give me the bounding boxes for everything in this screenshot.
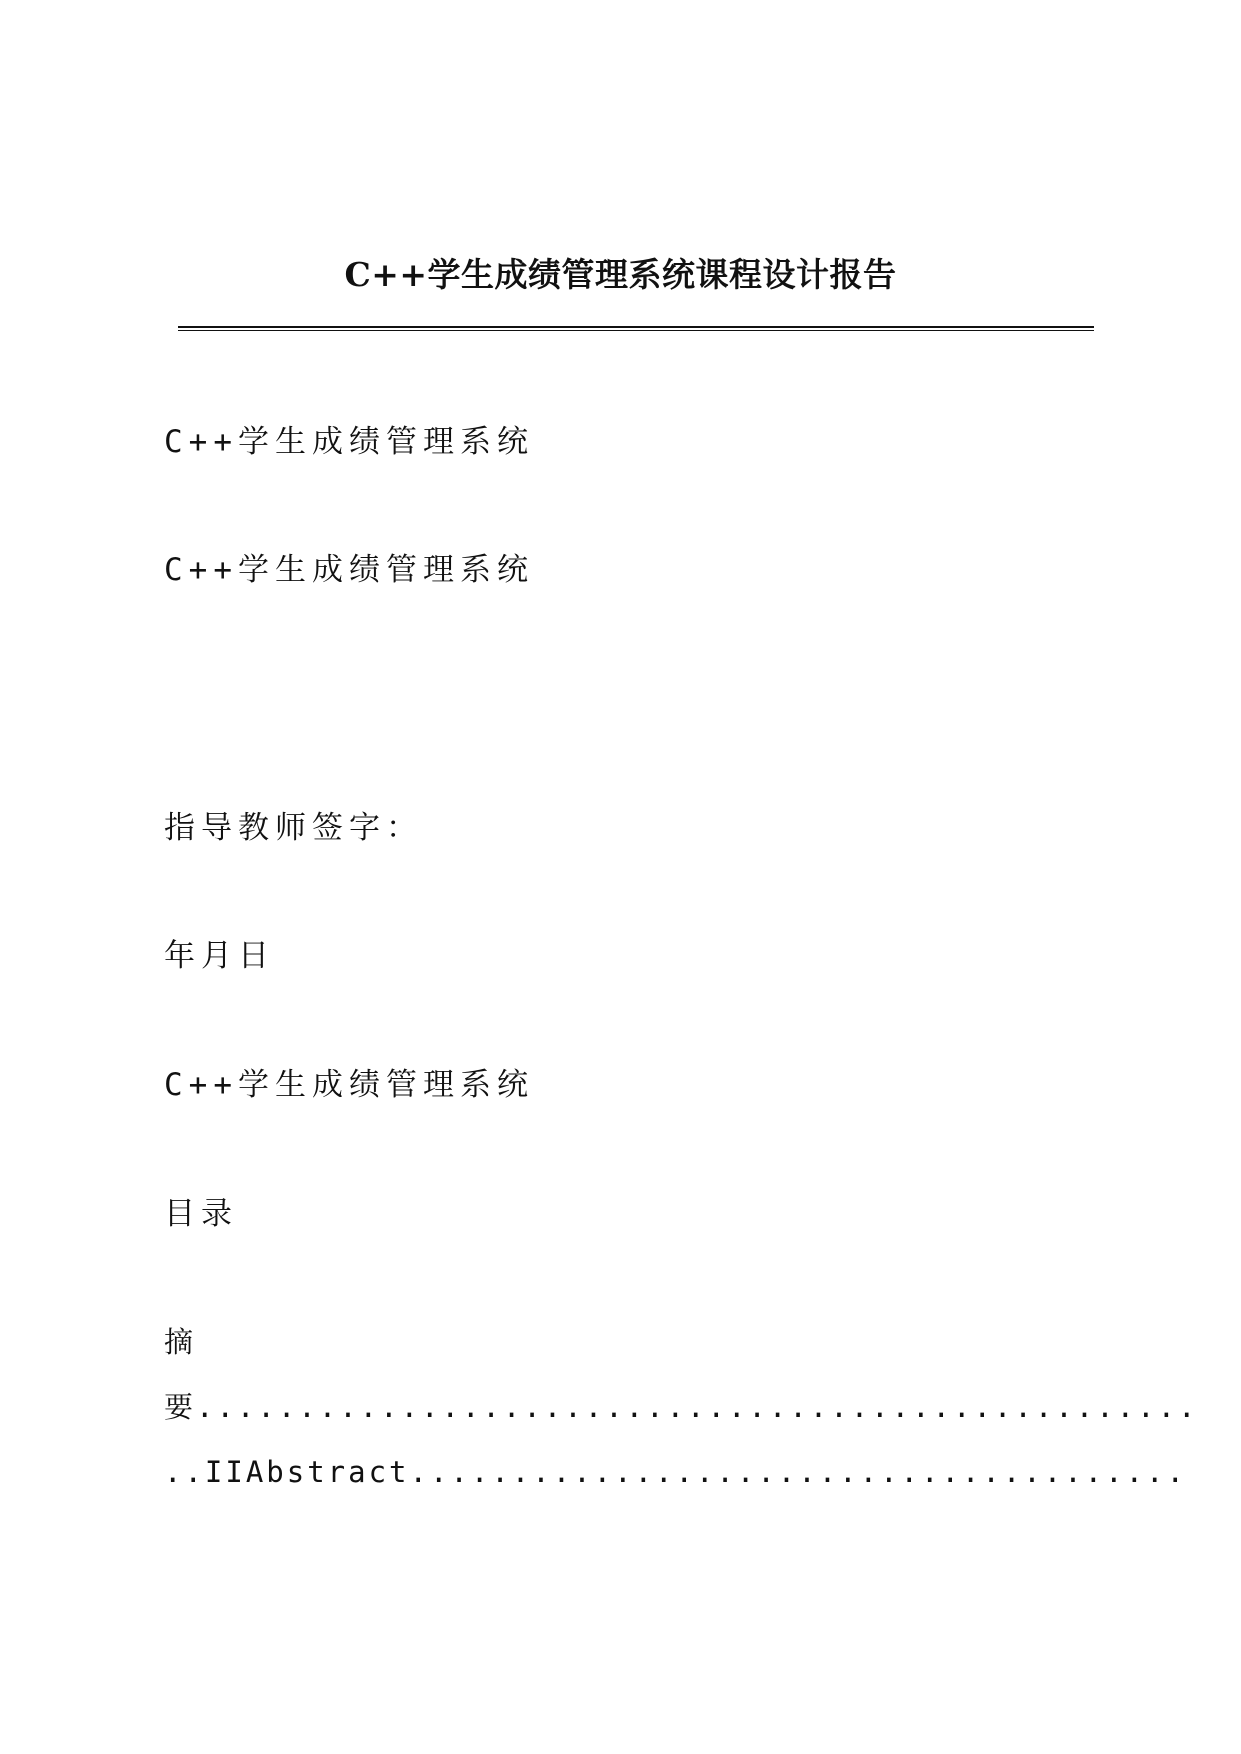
- toc-entry-abstract-en: ..IIAbstract......................................: [164, 1455, 1187, 1489]
- document-title: C++学生成绩管理系统课程设计报告: [344, 255, 897, 294]
- toc-entry-abstract-cn-part1: 摘: [164, 1325, 197, 1359]
- system-name-line: C++学生成绩管理系统: [164, 1067, 534, 1103]
- advisor-signature-label: 指导教师签字：: [164, 810, 423, 846]
- title-divider: [178, 326, 1094, 331]
- toc-heading: 目录: [164, 1196, 238, 1232]
- system-name-line: C++学生成绩管理系统: [164, 552, 534, 588]
- system-name-line: C++学生成绩管理系统: [164, 424, 534, 460]
- toc-entry-abstract-cn-part2: 要.................................................: [164, 1390, 1199, 1424]
- date-label: 年月日: [164, 938, 275, 974]
